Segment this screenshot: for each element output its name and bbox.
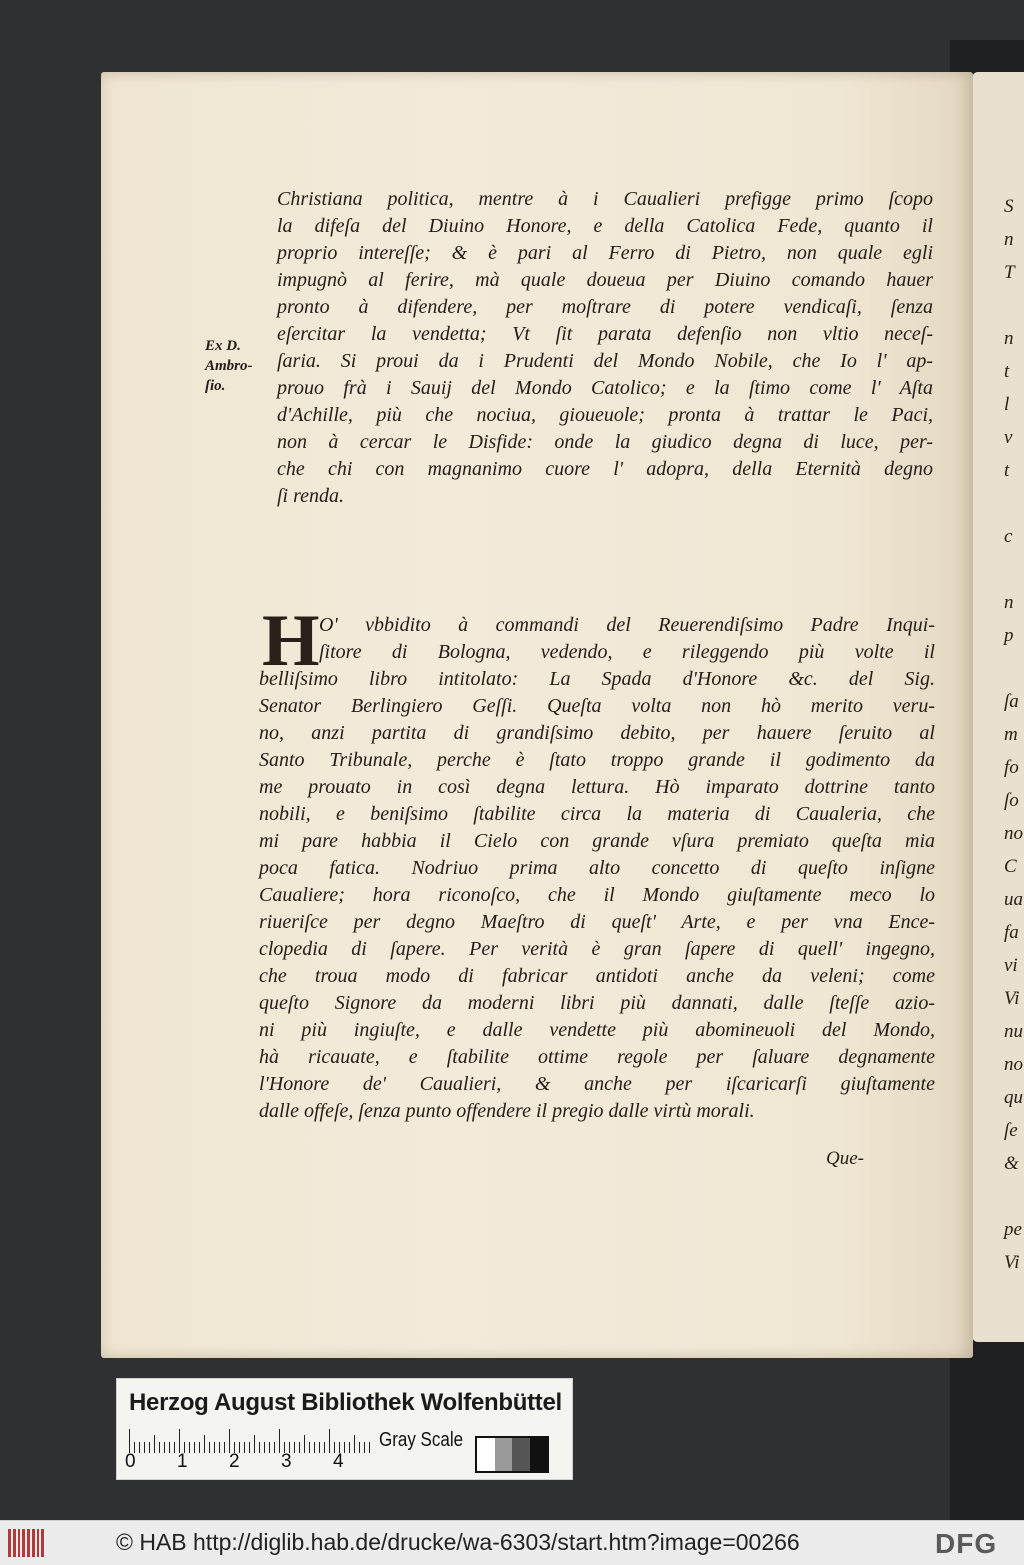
ruler-tick [199,1442,200,1453]
catchword: Que- [826,1148,864,1169]
facing-page-fragment: ſe [1004,1120,1018,1141]
ruler-tick [264,1442,265,1453]
ruler-tick [249,1442,250,1453]
ruler-tick [139,1442,140,1453]
margin-note-line: ſio. [205,378,226,394]
margin-note-line: Ambro- [205,358,253,374]
ruler-tick [314,1442,315,1453]
facing-page-text [1004,190,1023,1279]
ruler-tick [169,1442,170,1453]
facing-page-fragment: p [1004,625,1014,646]
text-line: che troua modo di fabricar antidoti anche da veleni; come [259,965,935,987]
facing-page-fragment: n [1004,592,1014,613]
ruler-tick [304,1435,305,1453]
ruler-tick [294,1442,295,1453]
facing-page-fragment [1004,553,1023,586]
text-line: la difeſa del Diuino Honore, e della Catolica Fede, quanto il [277,215,933,237]
facing-page-fragment: t [1004,361,1010,382]
text-line: poca fatica. Nodriuo prima alto concetto di queſto inſigne [259,857,935,879]
facing-page-fragment: n [1004,229,1014,250]
hab-logo-icon [8,1529,44,1557]
ruler-tick [279,1429,280,1453]
ruler-tick [194,1442,195,1453]
library-name: Herzog August Bibliothek Wolfenbüttel [129,1389,562,1416]
ruler-tick [209,1442,210,1453]
facing-page-fragment: n [1004,328,1014,349]
ruler-tick [174,1442,175,1453]
scale-ruler [129,1429,369,1453]
margin-note [205,336,253,396]
margin-note-line: Ex D. [205,338,241,354]
ruler-tick [164,1442,165,1453]
facing-page-fragment: vi [1004,955,1018,976]
facing-page-fragment: S [1004,196,1014,217]
source-url[interactable]: © HAB http://diglib.hab.de/drucke/wa-6303/start.htm?image=00266 [116,1529,800,1555]
facing-page-fragment: no [1004,1054,1023,1075]
ruler-tick [259,1442,260,1453]
text-line: Santo Tribunale, perche è ſtato troppo grande il godimento da [259,749,935,771]
text-line: Caualiere; hora riconoſco, che il Mondo giuſtamente meco lo [259,884,935,906]
facing-page-fragment: Vi [1004,1252,1020,1273]
color-calibration-card [116,1378,573,1480]
facing-page-fragment: v [1004,427,1013,448]
viewer-footer [0,1520,1024,1565]
paragraph-continuation [277,186,933,510]
ruler-tick [224,1442,225,1453]
facing-page-fragment: m [1004,724,1018,745]
facing-page-fragment: pe [1004,1219,1022,1240]
text-line: che chi con magnanimo cuore l' adopra, della Eternità degno [277,458,933,480]
ruler-tick [274,1442,275,1453]
imprimatur-paragraph [259,612,935,1125]
ruler-tick [229,1429,230,1453]
facing-page-fragment: nu [1004,1021,1023,1042]
ruler-tick [369,1442,370,1453]
text-line: non à cercar le Disfide: onde la giudico degna di luce, per- [277,431,933,453]
ruler-tick [349,1442,350,1453]
text-line: queſto Signore da moderni libri più dannati, dalle ſteſſe azio- [259,992,935,1014]
text-line: mi pare habbia il Cielo con grande vſura premiato queſta mia [259,830,935,852]
facing-page-fragment: ſo [1004,790,1019,811]
ruler-tick [299,1442,300,1453]
ruler-tick [189,1442,190,1453]
ruler-number: 0 [125,1451,136,1472]
ruler-tick [154,1435,155,1453]
gray-patch [495,1438,513,1471]
facing-page-fragment: fa [1004,922,1019,943]
ruler-tick [214,1442,215,1453]
facing-page-fragment [1004,289,1023,322]
ruler-tick [219,1442,220,1453]
text-line: Christiana politica, mentre à i Caualieri prefigge primo ſcopo [277,188,933,210]
dfg-logo: DFG [935,1528,998,1559]
text-line: me prouato in così degna lettura. Hò imparato dottrine tanto [259,776,935,798]
gray-scale-swatch [475,1436,549,1473]
ruler-number: 3 [281,1451,292,1472]
ruler-tick [344,1442,345,1453]
facing-page-fragment: t [1004,460,1010,481]
facing-page-fragment [1004,652,1023,685]
text-line: O' vbbidito à commandi del Reuerendiſsimo Padre Inqui- [319,614,935,636]
ruler-tick [204,1435,205,1453]
ruler-number: 2 [229,1451,240,1472]
ruler-tick [129,1429,130,1453]
text-line: prouo frà i Sauij del Mondo Catolico; e la ſtimo come l' Aſta [277,377,933,399]
facing-page-fragment: C [1004,856,1017,877]
facing-page-fragment [1004,487,1023,520]
gray-patch [512,1438,530,1471]
text-line: hà ricauate, e ſtabilite ottime regole per ſaluare degnamente [259,1046,935,1068]
ruler-tick [159,1442,160,1453]
facing-page-fragment: Vi [1004,988,1020,1009]
ruler-tick [324,1442,325,1453]
text-line: impugnò al ferire, mà quale doueua per Diuino comando hauer [277,269,933,291]
facing-page-fragment: fo [1004,757,1019,778]
text-line: ſitore di Bologna, vedendo, e rileggendo più volte il [319,641,935,663]
gray-scale-label: Gray Scale [379,1429,464,1451]
ruler-tick [149,1442,150,1453]
text-line: ſaria. Si proui da i Prudenti del Mondo Nobile, che Io l' ap- [277,350,933,372]
ruler-tick [359,1442,360,1453]
text-line: no, anzi partita di grandiſsimo debito, per hauere ſeruito al [259,722,935,744]
text-line: pronto à difendere, per moſtrare di potere vendicaſi, ſenza [277,296,933,318]
text-line: d'Achille, più che nociua, gioueuole; pronta à trattar le Paci, [277,404,933,426]
facing-page-fragment [1004,1180,1023,1213]
ruler-tick [179,1429,180,1453]
gray-patch [530,1438,548,1471]
text-line: ſi renda. [277,485,345,507]
ruler-tick [309,1442,310,1453]
text-line: clopedia di ſapere. Per verità è gran ſapere di quell' ingegno, [259,938,935,960]
text-line: Senator Berlingiero Geſſi. Queſta volta non hò merito veru- [259,695,935,717]
text-line: ni più ingiuſte, e dalle vendette più abomineuoli del Mondo, [259,1019,935,1041]
ruler-number: 1 [177,1451,188,1472]
facing-page-fragment: qu [1004,1087,1023,1108]
text-line: dalle offeſe, ſenza punto offendere il pregio dalle virtù morali. [259,1100,755,1122]
facing-page-fragment: T [1004,262,1015,283]
ruler-tick [244,1442,245,1453]
text-line: nobili, e beniſsimo ſtabilite circa la materia di Caualeria, che [259,803,935,825]
ruler-tick [364,1442,365,1453]
facing-page-fragment: c [1004,526,1013,547]
gray-patch [477,1438,495,1471]
ruler-tick [269,1442,270,1453]
text-line: belliſsimo libro intitolato: La Spada d'Honore &c. del Sig. [259,668,935,690]
facing-page-fragment: ſa [1004,691,1019,712]
text-line: eſercitar la vendetta; Vt ſit parata defenſio non vltio neceſ- [277,323,933,345]
ruler-tick [354,1435,355,1453]
facing-page-fragment: l [1004,394,1010,415]
facing-page-fragment: & [1004,1153,1019,1174]
drop-capital: H [262,600,318,682]
facing-page-fragment: no [1004,823,1023,844]
ruler-tick [329,1429,330,1453]
ruler-tick [254,1435,255,1453]
text-line: l'Honore de' Caualieri, & anche per iſcaricarſi giuſtamente [259,1073,935,1095]
ruler-tick [319,1442,320,1453]
text-line: proprio intereſſe; & è pari al Ferro di Pietro, non quale egli [277,242,933,264]
text-line: riueriſce per degno Maeſtro di queſt' Arte, e per vna Ence- [259,911,935,933]
ruler-tick [144,1442,145,1453]
facing-page-fragment: ua [1004,889,1023,910]
ruler-number: 4 [333,1451,344,1472]
